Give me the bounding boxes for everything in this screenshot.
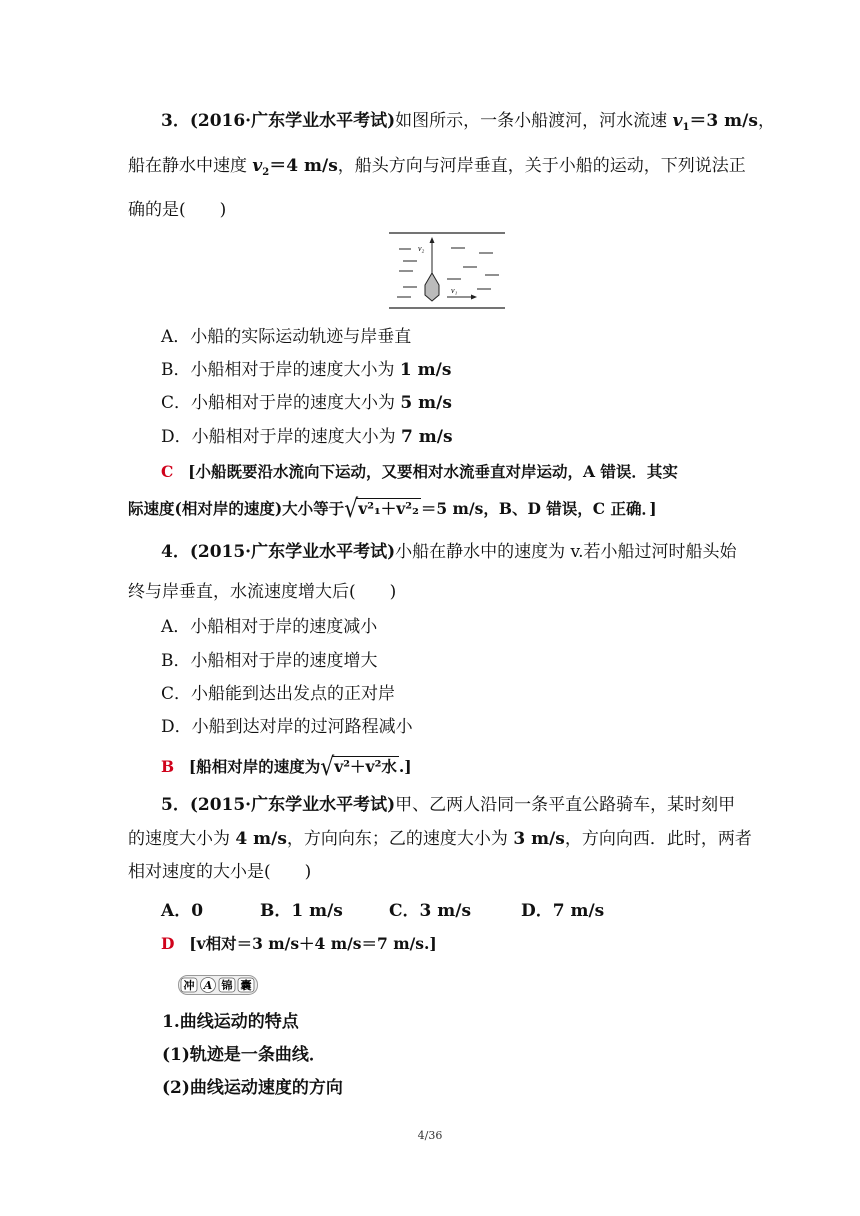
chong-a-jinnang-badge <box>178 975 258 995</box>
svg-text:囊: 囊 <box>240 979 252 992</box>
q3-option-b: B．小船相对于岸的速度大小为 1 m/s <box>161 360 452 380</box>
q4-line-2: 终与岸垂直，水流速度增大后( ) <box>128 582 397 602</box>
q4-answer-sqrt: v²＋v²水 <box>334 757 397 776</box>
q5-line-3: 相对速度的大小是( ) <box>128 862 312 882</box>
v1-label: v₁ <box>451 286 458 295</box>
q3-option-c: C．小船相对于岸的速度大小为 5 m/s <box>161 393 452 413</box>
q4-option-c: C．小船能到达出发点的正对岸 <box>161 684 396 704</box>
page-number: 4/36 <box>417 1129 443 1142</box>
q4-answer-letter: B <box>161 757 175 776</box>
q4-option-a: A．小船相对于岸的速度减小 <box>161 617 378 637</box>
q4-line-1: 4．(2015·广东学业水平考试)小船在静水中的速度为 v.若小船过河时船头始 <box>161 542 737 562</box>
notes-item-2: (2)曲线运动速度的方向 <box>162 1078 343 1098</box>
q5-answer: D [v相对＝3 m/s＋4 m/s＝7 m/s.] <box>161 934 437 953</box>
q3-option-d: D．小船相对于岸的速度大小为 7 m/s <box>161 427 453 447</box>
q4-answer: B [船相对岸的速度为√v²＋v²水 .] <box>161 753 412 782</box>
q5-option-b: B．1 m/s <box>260 901 343 921</box>
svg-text:锦: 锦 <box>221 979 233 992</box>
q3-answer-letter: C <box>161 462 174 481</box>
q3-line-2: 船在静水中速度 $v_2=4$ m/s，船头方向与河岸垂直，关于小船的运动，下列说法正 <box>128 156 746 178</box>
svg-text:冲: 冲 <box>183 979 195 992</box>
q4-option-b: B．小船相对于岸的速度增大 <box>161 651 378 671</box>
svg-text:A: A <box>203 979 213 992</box>
notes-item-1: (1)轨迹是一条曲线． <box>162 1045 326 1065</box>
q5-answer-letter: D <box>161 934 175 953</box>
q5-line-2: 的速度大小为 4 m/s，方向向东；乙的速度大小为 3 m/s，方向向西．此时，两者 <box>128 829 752 849</box>
v2-label: v₂ <box>418 244 425 253</box>
q5-option-d: D．7 m/s <box>521 901 605 921</box>
q3-option-a: A．小船的实际运动轨迹与岸垂直 <box>161 327 412 347</box>
q3-answer-line-1: C [小船既要沿水流向下运动，又要相对水流垂直对岸运动，A 错误．其实 <box>161 462 678 481</box>
river-boat-figure <box>389 231 505 311</box>
q3-line-1: 3．(2016·广东学业水平考试)如图所示，一条小船渡河，河水流速 $v_1=3$ m/s， <box>161 111 775 133</box>
q5-option-a: A．0 <box>161 901 204 921</box>
q3-answer-line-2: 际速度(相对岸的速度)大小等于√v²₁＋v²₂ ＝5 m/s，B、D 错误，C 正确．] <box>128 495 657 524</box>
q5-line-1: 5．(2015·广东学业水平考试)甲、乙两人沿同一条平直公路骑车，某时刻甲 <box>161 795 736 815</box>
notes-heading: 1.曲线运动的特点 <box>162 1012 299 1032</box>
q4-option-d: D．小船到达对岸的过河路程减小 <box>161 717 413 737</box>
boat-shape <box>425 273 439 301</box>
q5-option-c: C．3 m/s <box>389 901 472 921</box>
q3-answer-sqrt: v²₁＋v²₂ <box>358 499 419 518</box>
q3-line-3: 确的是( ) <box>128 200 227 220</box>
